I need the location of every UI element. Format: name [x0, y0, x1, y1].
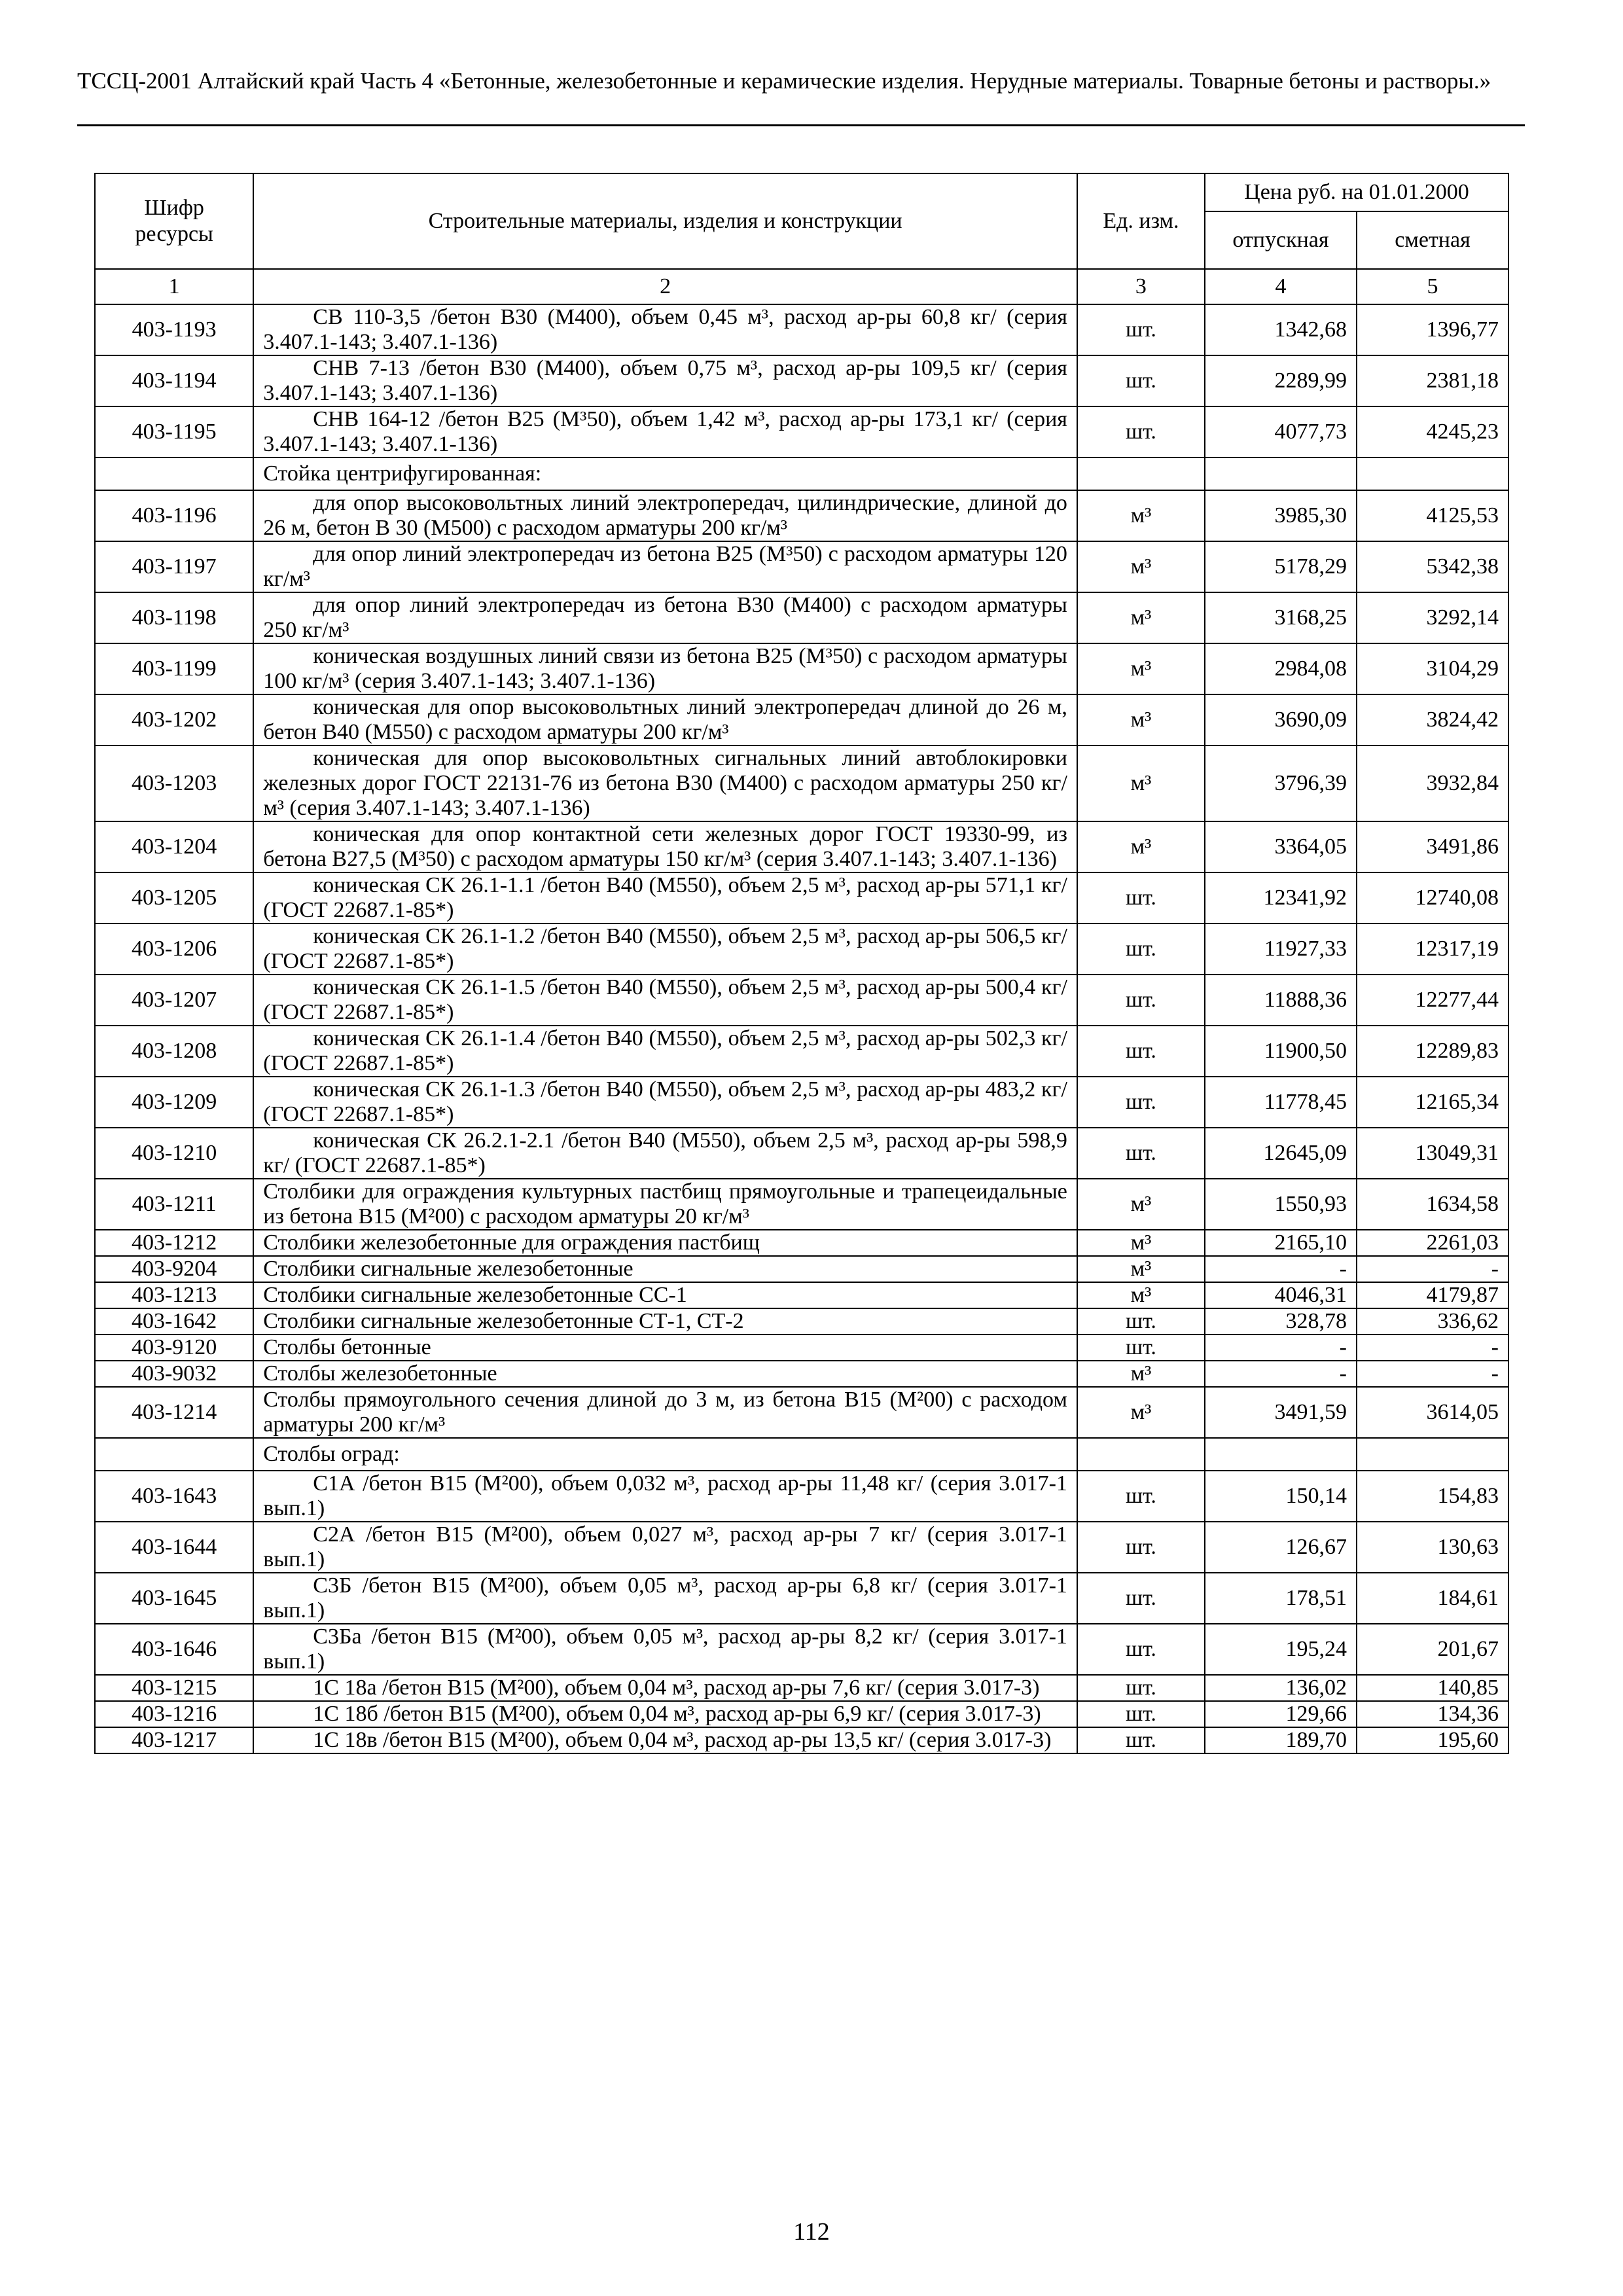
table-row	[95, 1026, 1508, 1077]
name-cell: СВ 110-3,5 /бетон В30 (М400), объем 0,45 м³, расход ар-ры 60,8 кг/ (серия 3.407.1-143; 3.407.1-136)	[253, 304, 1077, 355]
code-cell: 403-1206	[95, 924, 253, 975]
unit-cell: м³	[1077, 541, 1205, 592]
name-cell: Столбы бетонные	[253, 1335, 1077, 1361]
price-release-cell: 3364,05	[1205, 821, 1357, 872]
code-cell: 403-1215	[95, 1675, 253, 1701]
price-estimate-cell: 1634,58	[1357, 1179, 1508, 1230]
name-cell: коническая для опор контактной сети железных дорог ГОСТ 19330-99, из бетона В27,5 (М³50) с расходом арматуры 150 кг/м³ (серия 3.407.1-143; 3.407.1-136)	[253, 821, 1077, 872]
header-code: Шифр ресурсы	[95, 173, 253, 269]
code-cell: 403-1205	[95, 872, 253, 924]
code-cell: 403-1646	[95, 1624, 253, 1675]
price-estimate-cell: 12165,34	[1357, 1077, 1508, 1128]
table-row	[95, 694, 1508, 745]
code-cell: 403-1213	[95, 1282, 253, 1308]
price-release-cell: 3690,09	[1205, 694, 1357, 745]
table-row	[95, 406, 1508, 457]
price-estimate-cell: 2261,03	[1357, 1230, 1508, 1256]
header-price-estimate: сметная	[1357, 211, 1508, 269]
unit-cell: шт.	[1077, 975, 1205, 1026]
price-estimate-cell: 12317,19	[1357, 924, 1508, 975]
price-release-cell: 2165,10	[1205, 1230, 1357, 1256]
price-estimate-cell: 195,60	[1357, 1727, 1508, 1753]
name-cell: 1С 18в /бетон В15 (М²00), объем 0,04 м³, расход ар-ры 13,5 кг/ (серия 3.017-3)	[253, 1727, 1077, 1753]
table-row	[95, 1701, 1508, 1727]
code-cell: 403-1209	[95, 1077, 253, 1128]
table-row	[95, 592, 1508, 643]
price-release-cell: 12341,92	[1205, 872, 1357, 924]
table-row	[95, 745, 1508, 821]
price-estimate-cell: 130,63	[1357, 1522, 1508, 1573]
code-cell	[95, 1438, 253, 1471]
unit-cell: шт.	[1077, 355, 1205, 406]
table-row	[95, 1727, 1508, 1753]
code-cell: 403-1212	[95, 1230, 253, 1256]
price-release-cell: -	[1205, 1335, 1357, 1361]
name-cell: 1С 18а /бетон В15 (М²00), объем 0,04 м³, расход ар-ры 7,6 кг/ (серия 3.017-3)	[253, 1675, 1077, 1701]
price-estimate-cell: -	[1357, 1256, 1508, 1282]
code-cell: 403-1214	[95, 1387, 253, 1438]
code-cell: 403-1196	[95, 490, 253, 541]
price-estimate-cell: 12277,44	[1357, 975, 1508, 1026]
name-cell: С1А /бетон В15 (М²00), объем 0,032 м³, расход ар-ры 11,48 кг/ (серия 3.017-1 вып.1)	[253, 1471, 1077, 1522]
code-cell: 403-1210	[95, 1128, 253, 1179]
unit-cell: шт.	[1077, 924, 1205, 975]
price-estimate-cell: 3491,86	[1357, 821, 1508, 872]
price-estimate-cell	[1357, 1438, 1508, 1471]
table-row	[95, 1230, 1508, 1256]
name-cell: СНВ 164-12 /бетон В25 (М³50), объем 1,42 м³, расход ар-ры 173,1 кг/ (серия 3.407.1-143; 3.407.1-136)	[253, 406, 1077, 457]
price-release-cell: 11927,33	[1205, 924, 1357, 975]
unit-cell: шт.	[1077, 1471, 1205, 1522]
unit-cell: шт.	[1077, 1727, 1205, 1753]
price-release-cell: 3168,25	[1205, 592, 1357, 643]
code-cell: 403-1211	[95, 1179, 253, 1230]
unit-cell: шт.	[1077, 304, 1205, 355]
name-cell: Столбики железобетонные для ограждения пастбищ	[253, 1230, 1077, 1256]
name-cell: Столбики сигнальные железобетонные СС-1	[253, 1282, 1077, 1308]
table-row	[95, 1308, 1508, 1335]
price-release-cell: 328,78	[1205, 1308, 1357, 1335]
unit-cell: м³	[1077, 1361, 1205, 1387]
price-estimate-cell: 201,67	[1357, 1624, 1508, 1675]
code-cell: 403-1194	[95, 355, 253, 406]
unit-cell: м³	[1077, 745, 1205, 821]
table-row	[95, 1077, 1508, 1128]
price-release-cell: 4077,73	[1205, 406, 1357, 457]
code-cell: 403-1204	[95, 821, 253, 872]
code-cell: 403-1202	[95, 694, 253, 745]
name-cell: Столбы прямоугольного сечения длиной до 3 м, из бетона В15 (М²00) с расходом арматуры 200 кг/м³	[253, 1387, 1077, 1438]
price-release-cell: 11778,45	[1205, 1077, 1357, 1128]
name-cell: Столбы железобетонные	[253, 1361, 1077, 1387]
name-cell: коническая СК 26.1-1.3 /бетон В40 (М550), объем 2,5 м³, расход ар-ры 483,2 кг/ (ГОСТ 22687.1-85*)	[253, 1077, 1077, 1128]
price-estimate-cell: 140,85	[1357, 1675, 1508, 1701]
price-estimate-cell: 3614,05	[1357, 1387, 1508, 1438]
unit-cell: шт.	[1077, 1573, 1205, 1624]
unit-cell: м³	[1077, 490, 1205, 541]
price-release-cell: 2984,08	[1205, 643, 1357, 694]
name-cell: Столбики сигнальные железобетонные СТ-1, СТ-2	[253, 1308, 1077, 1335]
name-cell: 1С 18б /бетон В15 (М²00), объем 0,04 м³, расход ар-ры 6,9 кг/ (серия 3.017-3)	[253, 1701, 1077, 1727]
price-release-cell: 1550,93	[1205, 1179, 1357, 1230]
price-estimate-cell: 3104,29	[1357, 643, 1508, 694]
name-cell: Столбики сигнальные железобетонные	[253, 1256, 1077, 1282]
name-cell: для опор линий электропередач из бетона В25 (М³50) с расходом арматуры 120 кг/м³	[253, 541, 1077, 592]
code-cell: 403-9032	[95, 1361, 253, 1387]
code-cell: 403-9120	[95, 1335, 253, 1361]
price-estimate-cell: -	[1357, 1335, 1508, 1361]
name-cell: коническая СК 26.2.1-2.1 /бетон В40 (М550), объем 2,5 м³, расход ар-ры 598,9 кг/ (ГОСТ 22687.1-85*)	[253, 1128, 1077, 1179]
category-label: Стойка центрифугированная:	[253, 457, 1077, 490]
category-label: Столбы оград:	[253, 1438, 1077, 1471]
unit-cell: шт.	[1077, 1026, 1205, 1077]
price-release-cell: 136,02	[1205, 1675, 1357, 1701]
price-release-cell: 4046,31	[1205, 1282, 1357, 1308]
price-release-cell: 12645,09	[1205, 1128, 1357, 1179]
table-row	[95, 1675, 1508, 1701]
table-row	[95, 872, 1508, 924]
price-release-cell: -	[1205, 1361, 1357, 1387]
price-estimate-cell: 336,62	[1357, 1308, 1508, 1335]
header-name: Строительные материалы, изделия и конструкции	[253, 173, 1077, 269]
price-estimate-cell: -	[1357, 1361, 1508, 1387]
price-estimate-cell: 134,36	[1357, 1701, 1508, 1727]
price-release-cell: 11900,50	[1205, 1026, 1357, 1077]
price-release-cell: 3985,30	[1205, 490, 1357, 541]
price-release-cell: 11888,36	[1205, 975, 1357, 1026]
price-estimate-cell: 3932,84	[1357, 745, 1508, 821]
price-estimate-cell: 184,61	[1357, 1573, 1508, 1624]
unit-cell	[1077, 457, 1205, 490]
code-cell: 403-1645	[95, 1573, 253, 1624]
table-row	[95, 1573, 1508, 1624]
price-estimate-cell: 4245,23	[1357, 406, 1508, 457]
header-price-group: Цена руб. на 01.01.2000	[1205, 173, 1508, 211]
price-release-cell: 1342,68	[1205, 304, 1357, 355]
unit-cell: м³	[1077, 1387, 1205, 1438]
code-cell: 403-1193	[95, 304, 253, 355]
price-estimate-cell: 4125,53	[1357, 490, 1508, 541]
code-cell: 403-1644	[95, 1522, 253, 1573]
table-row	[95, 1179, 1508, 1230]
table-row	[95, 541, 1508, 592]
table-row	[95, 1128, 1508, 1179]
price-release-cell: 5178,29	[1205, 541, 1357, 592]
unit-cell: шт.	[1077, 1308, 1205, 1335]
price-estimate-cell	[1357, 457, 1508, 490]
price-estimate-cell: 3824,42	[1357, 694, 1508, 745]
price-release-cell	[1205, 1438, 1357, 1471]
table-row	[95, 1522, 1508, 1573]
code-cell: 403-1195	[95, 406, 253, 457]
category-row	[95, 1438, 1508, 1471]
table-body	[95, 304, 1508, 1753]
name-cell: коническая СК 26.1-1.4 /бетон В40 (М550), объем 2,5 м³, расход ар-ры 502,3 кг/ (ГОСТ 22687.1-85*)	[253, 1026, 1077, 1077]
unit-cell: шт.	[1077, 1077, 1205, 1128]
name-cell: СНВ 7-13 /бетон В30 (М400), объем 0,75 м³, расход ар-ры 109,5 кг/ (серия 3.407.1-143; 3.407.1-136)	[253, 355, 1077, 406]
price-estimate-cell: 4179,87	[1357, 1282, 1508, 1308]
price-release-cell: 178,51	[1205, 1573, 1357, 1624]
name-cell: коническая для опор высоковольтных линий электропередач длиной до 26 м, бетон В40 (М550) с расходом арматуры 200 кг/м³	[253, 694, 1077, 745]
document-header: ТССЦ-2001 Алтайский край Часть 4 «Бетонные, железобетонные и керамические изделия. Нерудные материалы. Товарные бетоны и растворы.»	[77, 68, 1491, 94]
column-number: 5	[1357, 269, 1508, 304]
price-release-cell: 3491,59	[1205, 1387, 1357, 1438]
table-row	[95, 643, 1508, 694]
price-release-cell	[1205, 457, 1357, 490]
price-estimate-cell: 3292,14	[1357, 592, 1508, 643]
unit-cell: шт.	[1077, 406, 1205, 457]
name-cell: коническая СК 26.1-1.1 /бетон В40 (М550), объем 2,5 м³, расход ар-ры 571,1 кг/ (ГОСТ 22687.1-85*)	[253, 872, 1077, 924]
name-cell: Столбики для ограждения культурных пастбищ прямоугольные и трапецеидальные из бетона В15 (М²00) с расходом арматуры 20 кг/м³	[253, 1179, 1077, 1230]
price-estimate-cell: 12740,08	[1357, 872, 1508, 924]
header-divider	[77, 124, 1525, 126]
name-cell: коническая СК 26.1-1.2 /бетон В40 (М550), объем 2,5 м³, расход ар-ры 506,5 кг/ (ГОСТ 22687.1-85*)	[253, 924, 1077, 975]
unit-cell: шт.	[1077, 1701, 1205, 1727]
table-row	[95, 304, 1508, 355]
price-release-cell: 2289,99	[1205, 355, 1357, 406]
name-cell: коническая воздушных линий связи из бетона В25 (М³50) с расходом арматуры 100 кг/м³ (серия 3.407.1-143; 3.407.1-136)	[253, 643, 1077, 694]
price-release-cell: -	[1205, 1256, 1357, 1282]
code-cell: 403-1207	[95, 975, 253, 1026]
column-number: 3	[1077, 269, 1205, 304]
category-row	[95, 457, 1508, 490]
header-price-release: отпускная	[1205, 211, 1357, 269]
header-unit: Ед. изм.	[1077, 173, 1205, 269]
name-cell: коническая СК 26.1-1.5 /бетон В40 (М550), объем 2,5 м³, расход ар-ры 500,4 кг/ (ГОСТ 22687.1-85*)	[253, 975, 1077, 1026]
table-row	[95, 1624, 1508, 1675]
unit-cell: м³	[1077, 643, 1205, 694]
unit-cell: м³	[1077, 1179, 1205, 1230]
table-row	[95, 1387, 1508, 1438]
price-table	[94, 173, 1509, 1754]
price-estimate-cell: 5342,38	[1357, 541, 1508, 592]
price-estimate-cell: 1396,77	[1357, 304, 1508, 355]
table-row	[95, 490, 1508, 541]
unit-cell: шт.	[1077, 1675, 1205, 1701]
unit-cell: шт.	[1077, 1128, 1205, 1179]
table-row	[95, 1256, 1508, 1282]
name-cell: С3Ба /бетон В15 (М²00), объем 0,05 м³, расход ар-ры 8,2 кг/ (серия 3.017-1 вып.1)	[253, 1624, 1077, 1675]
page-number: 112	[793, 2218, 830, 2246]
price-release-cell: 150,14	[1205, 1471, 1357, 1522]
price-release-cell: 129,66	[1205, 1701, 1357, 1727]
table-row	[95, 924, 1508, 975]
name-cell: С2А /бетон В15 (М²00), объем 0,027 м³, расход ар-ры 7 кг/ (серия 3.017-1 вып.1)	[253, 1522, 1077, 1573]
code-cell: 403-1197	[95, 541, 253, 592]
code-cell: 403-1203	[95, 745, 253, 821]
unit-cell: м³	[1077, 1282, 1205, 1308]
code-cell: 403-1216	[95, 1701, 253, 1727]
price-release-cell: 189,70	[1205, 1727, 1357, 1753]
price-release-cell: 126,67	[1205, 1522, 1357, 1573]
name-cell: коническая для опор высоковольтных сигнальных линий автоблокировки железных дорог ГОСТ 22131-76 из бетона В30 (М400) с расходом арматуры 250 кг/м³ (серия 3.407.1-143; 3.407.1-136)	[253, 745, 1077, 821]
name-cell: для опор линий электропередач из бетона В30 (М400) с расходом арматуры 250 кг/м³	[253, 592, 1077, 643]
column-number: 1	[95, 269, 253, 304]
unit-cell: шт.	[1077, 1624, 1205, 1675]
unit-cell: м³	[1077, 694, 1205, 745]
unit-cell: шт.	[1077, 1335, 1205, 1361]
table-row	[95, 1282, 1508, 1308]
column-number-row	[95, 269, 1508, 304]
price-estimate-cell: 12289,83	[1357, 1026, 1508, 1077]
price-release-cell: 195,24	[1205, 1624, 1357, 1675]
table-row	[95, 355, 1508, 406]
unit-cell: м³	[1077, 592, 1205, 643]
code-cell: 403-9204	[95, 1256, 253, 1282]
unit-cell: шт.	[1077, 872, 1205, 924]
table-row	[95, 1471, 1508, 1522]
table-row	[95, 821, 1508, 872]
code-cell: 403-1217	[95, 1727, 253, 1753]
table-row	[95, 975, 1508, 1026]
name-cell: С3Б /бетон В15 (М²00), объем 0,05 м³, расход ар-ры 6,8 кг/ (серия 3.017-1 вып.1)	[253, 1573, 1077, 1624]
price-release-cell: 3796,39	[1205, 745, 1357, 821]
unit-cell: м³	[1077, 1230, 1205, 1256]
price-estimate-cell: 13049,31	[1357, 1128, 1508, 1179]
code-cell	[95, 457, 253, 490]
code-cell: 403-1199	[95, 643, 253, 694]
code-cell: 403-1643	[95, 1471, 253, 1522]
column-number: 2	[253, 269, 1077, 304]
unit-cell: м³	[1077, 1256, 1205, 1282]
table-row	[95, 1361, 1508, 1387]
code-cell: 403-1642	[95, 1308, 253, 1335]
unit-cell: м³	[1077, 821, 1205, 872]
price-estimate-cell: 2381,18	[1357, 355, 1508, 406]
table-row	[95, 1335, 1508, 1361]
column-number: 4	[1205, 269, 1357, 304]
unit-cell: шт.	[1077, 1522, 1205, 1573]
code-cell: 403-1198	[95, 592, 253, 643]
code-cell: 403-1208	[95, 1026, 253, 1077]
unit-cell	[1077, 1438, 1205, 1471]
name-cell: для опор высоковольтных линий электропередач, цилиндрические, длиной до 26 м, бетон В 30 (М500) с расходом арматуры 200 кг/м³	[253, 490, 1077, 541]
price-estimate-cell: 154,83	[1357, 1471, 1508, 1522]
